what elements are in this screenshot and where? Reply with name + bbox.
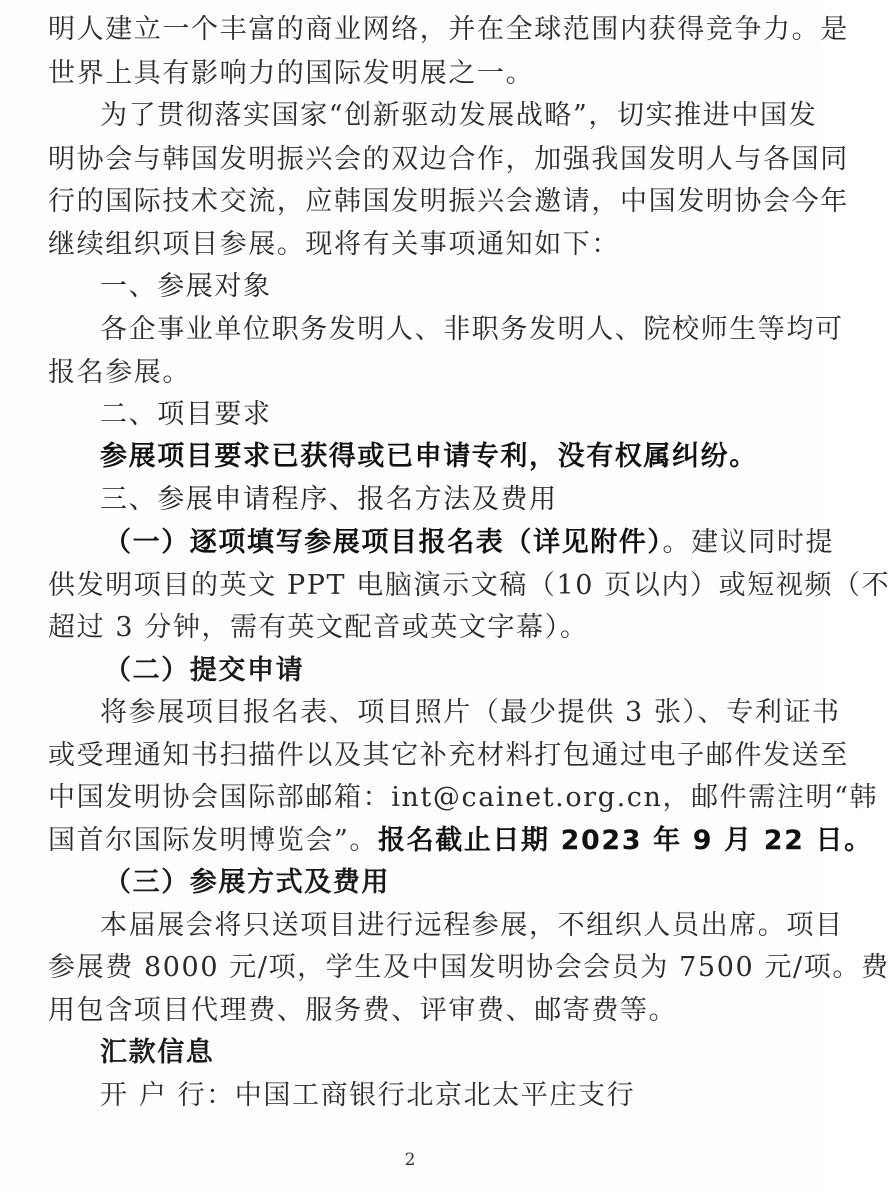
paragraph-purpose-line-3: 行的国际技术交流，应韩国发明振兴会邀请，中国发明协会今年 [48,186,849,217]
subsection-fill-form-line-2: 供发明项目的英文 PPT 电脑演示文稿（10 页以内）或短视频（不 [48,570,890,601]
subsection-fees-line-1: 本届展会将只送项目进行远程参展，不组织人员出席。项目 [100,910,844,941]
paragraph-participants-line-2: 报名参展。 [48,357,191,388]
paragraph-intro-line-1: 明人建立一个丰富的商业网络，并在全球范围内获得竞争力。是 [48,14,849,45]
paragraph-requirements: 参展项目要求已获得或已申请专利，没有权属纠纷。 [100,441,758,472]
subsection-fill-form-line-1 [104,527,835,559]
paragraph-intro-line-2: 世界上具有影响力的国际发明展之一。 [48,58,535,89]
subsection-submit-line-3: 中国发明协会国际部邮箱：int@cainet.org.cn，邮件需注明“韩 [48,782,879,813]
paragraph-participants-line-1: 各企事业单位职务发明人、非职务发明人、院校师生等均可 [100,314,844,345]
subsection-fill-form-line-3: 超过 3 分钟，需有英文配音或英文字幕）。 [48,612,589,643]
subsection-fees-line-3: 用包含项目代理费、服务费、评审费、邮寄费等。 [48,995,678,1026]
deadline-text: 报名截止日期 2023 年 9 月 22 日。 [378,825,873,856]
subsection-fees-line-2: 参展费 8000 元/项，学生及中国发明协会会员为 7500 元/项。费 [48,952,890,983]
paragraph-purpose-line-1: 为了贯彻落实国家“创新驱动发展战略”，切实推进中国发 [100,100,818,131]
subsection-submit-title: （二）提交申请 [104,655,305,686]
section-heading-participants: 一、参展对象 [100,271,272,302]
remittance-heading: 汇款信息 [100,1037,215,1068]
subsection-fill-form-title: （一）逐项填写参展项目报名表（详见附件） [104,527,663,558]
subsection-submit-line-4-plain: 国首尔国际发明博览会”。 [48,825,379,856]
paragraph-purpose-line-4: 继续组织项目参展。现将有关事项通知如下： [48,229,620,260]
subsection-submit-line-4 [48,825,873,857]
subsection-submit-line-2: 或受理通知书扫描件以及其它补充材料打包通过电子邮件发送至 [48,740,849,771]
paragraph-purpose-line-2: 明协会与韩国发明振兴会的双边合作，加强我国发明人与各国同 [48,144,849,175]
subsection-submit-line-1: 将参展项目报名表、项目照片（最少提供 3 张）、专利证书 [100,697,841,728]
subsection-fees-title: （三）参展方式及费用 [104,867,390,898]
page-number: 2 [404,1150,416,1170]
section-heading-requirements: 二、项目要求 [100,399,272,430]
subsection-fill-form-rest: 。建议同时提 [662,527,835,558]
remittance-bank: 开 户 行：中国工商银行北京北太平庄支行 [100,1080,636,1111]
section-heading-procedure: 三、参展申请程序、报名方法及费用 [100,484,558,515]
